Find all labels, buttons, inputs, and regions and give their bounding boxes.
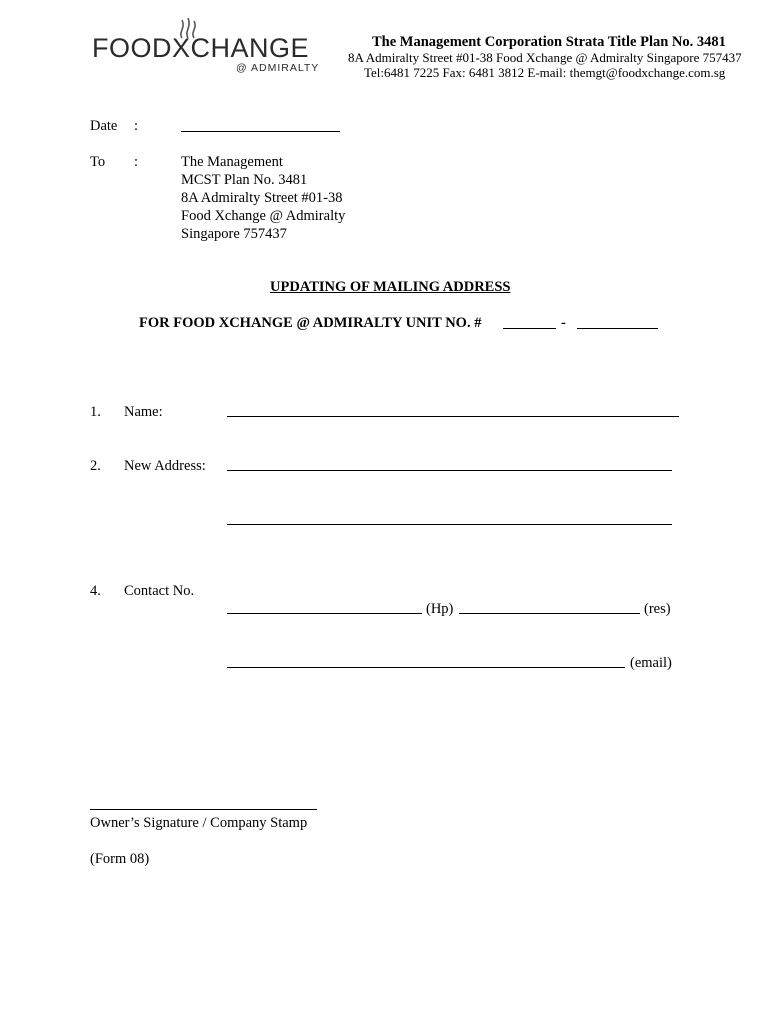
header-title: The Management Corporation Strata Title Plan No. 3481 <box>372 34 726 50</box>
header-contact: Tel:6481 7225 Fax: 6481 3812 E-mail: themgt@foodxchange.com.sg <box>364 65 726 80</box>
address-field-line-1[interactable] <box>227 470 672 471</box>
signature-line[interactable] <box>90 809 317 810</box>
form-number: (Form 08) <box>90 851 150 867</box>
to-label: To <box>90 154 106 170</box>
signature-label: Owner’s Signature / Company Stamp <box>90 815 308 831</box>
name-number: 1. <box>90 404 101 420</box>
recipient-line-3: 8A Admiralty Street #01-38 <box>181 190 343 206</box>
to-colon: : <box>134 154 139 170</box>
recipient-line-5: Singapore 757437 <box>181 226 287 242</box>
hp-field-line[interactable] <box>227 613 422 614</box>
date-label: Date <box>90 118 118 134</box>
contact-label: Contact No. <box>124 583 195 599</box>
logo-wordmark: FOODXCHANGE <box>92 33 310 63</box>
recipient-line-4: Food Xchange @ Admiralty <box>181 208 346 224</box>
unit-block-field-line[interactable] <box>503 328 556 329</box>
unit-separator: - <box>561 315 566 331</box>
unit-number-field-line[interactable] <box>577 328 658 329</box>
header-address: 8A Admiralty Street #01-38 Food Xchange @ Admiralty Singapore 757437 <box>348 50 742 65</box>
form-title: UPDATING OF MAILING ADDRESS <box>270 279 511 295</box>
email-field-line[interactable] <box>227 667 625 668</box>
recipient-line-2: MCST Plan No. 3481 <box>181 172 308 188</box>
name-field-line[interactable] <box>227 416 679 417</box>
hp-label: (Hp) <box>426 601 454 617</box>
contact-number: 4. <box>90 583 101 599</box>
date-field-line[interactable] <box>181 131 340 132</box>
date-colon: : <box>134 118 139 134</box>
recipient-line-1: The Management <box>181 154 283 170</box>
address-label: New Address: <box>124 458 206 474</box>
unit-label: FOR FOOD XCHANGE @ ADMIRALTY UNIT NO. # <box>139 315 482 331</box>
address-field-line-2[interactable] <box>227 524 672 525</box>
address-number: 2. <box>90 458 101 474</box>
email-label: (email) <box>630 655 672 671</box>
res-field-line[interactable] <box>459 613 640 614</box>
name-label: Name: <box>124 404 163 420</box>
logo-subtitle: @ ADMIRALTY <box>236 62 320 74</box>
res-label: (res) <box>644 601 671 617</box>
